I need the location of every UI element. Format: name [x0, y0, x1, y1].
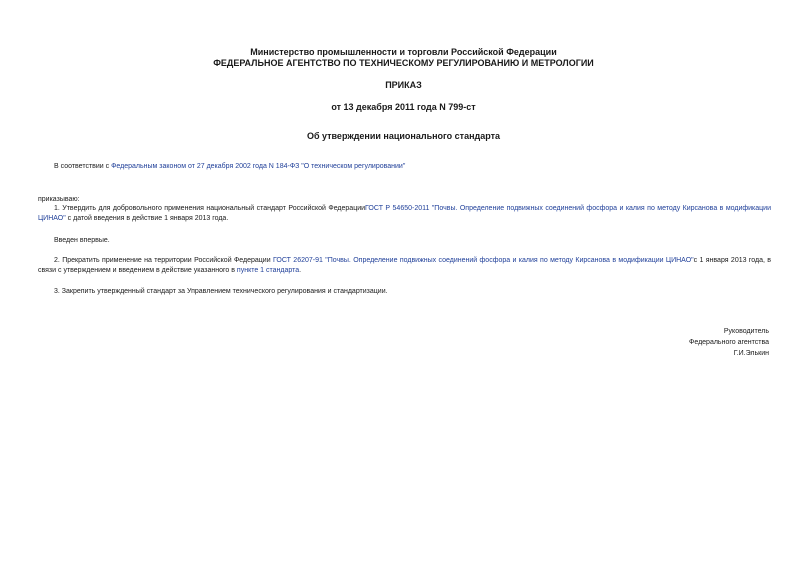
signature-title: Руководитель [723, 328, 769, 335]
gost-r-54650-link[interactable]: ГОСТ Р 54650-2011 "Почвы. Определение подвижных соединений фосфора и калия по методу Кирсанова в модификации ЦИНАО" [38, 205, 771, 222]
item-2-suffix: . [299, 267, 302, 274]
item-1-suffix: с датой введения в действие 1 января 2013 года. [65, 215, 229, 222]
item-3-paragraph: 3. Закрепить утвержденный стандарт за Управлением технического регулирования и стандартизации. [54, 288, 388, 295]
item-2-paragraph [38, 256, 771, 276]
federal-law-link[interactable]: Федеральным законом от 27 декабря 2002 года N 184-ФЗ "О техническом регулировании" [111, 163, 406, 170]
signature-org: Федерального агентства [689, 339, 769, 346]
introduced-note: Введен впервые. [54, 237, 110, 244]
intro-paragraph [54, 162, 774, 172]
document-date-number: от 13 декабря 2011 года N 799-ст [331, 102, 476, 112]
ministry-name: Министерство промышленности и торговли Российской Федерации [250, 47, 557, 57]
document-subject: Об утверждении национального стандарта [306, 131, 501, 141]
agency-name: ФЕДЕРАЛЬНОЕ АГЕНТСТВО ПО ТЕХНИЧЕСКОМУ РЕГУЛИРОВАНИЮ И МЕТРОЛОГИИ [213, 58, 594, 68]
signature-name: Г.И.Элькин [733, 350, 769, 357]
intro-prefix: В соответствии с [54, 163, 112, 170]
item-2-prefix: 2. Прекратить применение на территории Российской Федерации [54, 257, 273, 264]
item-1-paragraph [38, 204, 771, 224]
item-1-prefix: 1. Утвердить для добровольного применения национальный стандарт Российской Федерации [54, 205, 366, 212]
order-word: приказываю: [38, 196, 80, 203]
item-1-reference-link[interactable]: пункте 1 стандарта [236, 267, 300, 274]
item-2-middle: с 1 января 2013 года, в связи с утверждением и введением в действие указанного в [38, 257, 772, 274]
document-type: ПРИКАЗ [385, 80, 422, 90]
gost-26207-link[interactable]: ГОСТ 26207-91 "Почвы. Определение подвижных соединений фосфора и калия по методу Кирсанова в модификации ЦИНАО" [273, 257, 694, 264]
